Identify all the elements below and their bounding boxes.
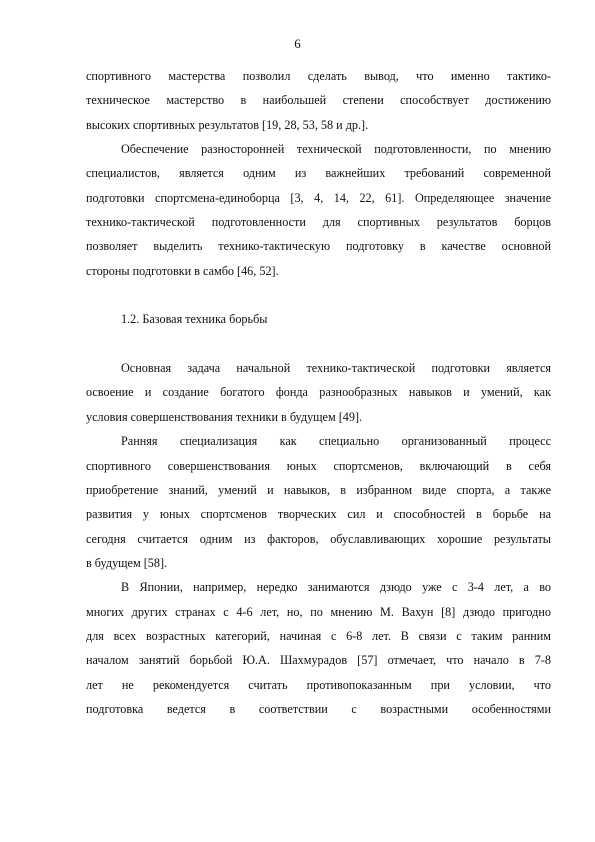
text-line: условия совершенствования техники в будущем [49]. [86,409,363,424]
text-line: позволяет выделить технико-тактическую подготовку в качестве основной [86,239,551,254]
text-line: многих других странах с 4-6 лет, но, по мнению М. Вахун [8] дзюдо пригодно [86,604,551,619]
spacer [86,283,551,307]
text-line: технико-тактической подготовленности для спортивных результатов борцов [86,215,551,230]
text-line: Основная задача начальной технико-тактической подготовки является [121,361,551,376]
spacer [86,332,551,356]
text-line: В Японии, например, нередко занимаются дзюдо уже с 3-4 лет, а во [121,580,551,595]
text-line: в будущем [58]. [86,555,168,570]
text-line: Обеспечение разносторонней технической подготовленности, по мнению [121,142,551,157]
text-line: сегодня считается одним из факторов, обуславливающих хорошие результаты [86,531,551,546]
document-body [86,64,551,721]
text-line: спортивного совершенствования юных спортсменов, включающий в себя [86,458,551,473]
section-heading: 1.2. Базовая техника борьбы [121,312,268,327]
paragraph [86,575,551,721]
text-line: началом занятий борьбой Ю.А. Шахмурадов [57] отмечает, что начало в 7-8 [86,653,551,668]
text-line: Ранняя специализация как специально организованный процесс [121,434,551,449]
text-line: лет не рекомендуется считать противопоказанным при условии, что [86,677,551,692]
text-line: стороны подготовки в самбо [46, 52]. [86,263,279,278]
text-line: приобретение знаний, умений и навыков, в избранном виде спорта, а также [86,482,551,497]
text-line: подготовка ведется в соответствии с возрастными особенностями [86,701,551,716]
text-line: специалистов, является одним из важнейших требований современной [86,166,551,181]
paragraph [86,429,551,575]
text-line: техническое мастерство в наибольшей степени способствует достижению [86,93,551,108]
paragraph [86,137,551,283]
text-line: для всех возрастных категорий, начиная с 6-8 лет. В связи с таким ранним [86,628,551,643]
text-line: освоение и создание богатого фонда разнообразных навыков и умений, как [86,385,551,400]
paragraph [86,356,551,429]
text-line: подготовки спортсмена-единоборца [3, 4, 14, 22, 61]. Определяющее значение [86,190,551,205]
paragraph [86,64,551,137]
page-number: 6 [294,36,301,51]
text-line: развития у юных спортсменов творческих сил и способностей в борьбе на [86,507,551,522]
text-line: спортивного мастерства позволил сделать вывод, что именно тактико- [86,69,551,83]
text-line: высоких спортивных результатов [19, 28, 53, 58 и др.]. [86,117,369,132]
